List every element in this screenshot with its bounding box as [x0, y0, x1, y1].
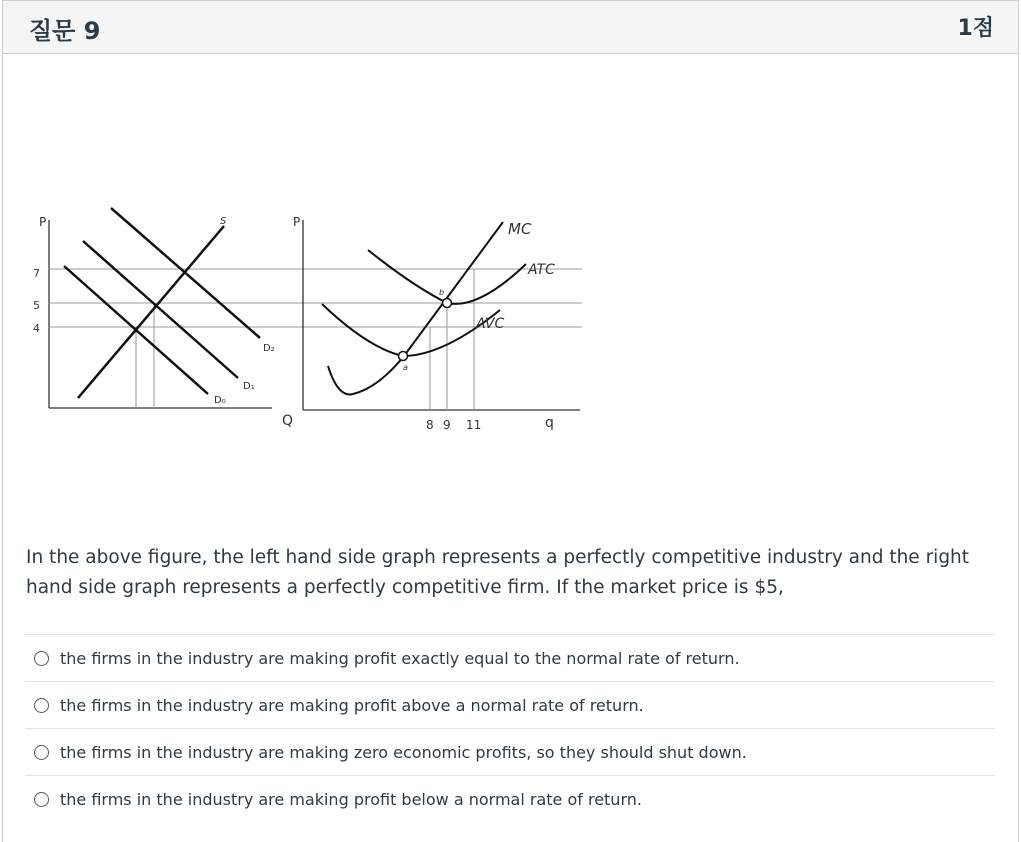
- question-title: 질문 9: [29, 17, 101, 45]
- right-x-axis-label: q: [545, 415, 554, 431]
- figure-svg: [28, 198, 588, 438]
- point-b-label: b: [439, 288, 445, 297]
- price-tick-4: 4: [33, 322, 40, 335]
- question-points: 1점: [957, 16, 994, 41]
- demand-label-d2: D₂: [263, 343, 275, 354]
- supply-label: S: [220, 216, 227, 227]
- answer-list: [25, 634, 995, 822]
- left-x-axis-label: Q: [282, 413, 294, 429]
- answer-label: the firms in the industry are making profit below a normal rate of return.: [60, 789, 642, 809]
- radio-button[interactable]: [34, 792, 49, 807]
- price-tick-7: 7: [33, 267, 40, 280]
- radio-button[interactable]: [34, 698, 49, 713]
- radio-button[interactable]: [34, 745, 49, 760]
- economics-figure: [28, 198, 588, 438]
- quantity-tick-8: 8: [426, 418, 434, 432]
- price-tick-5: 5: [33, 299, 40, 312]
- right-y-axis-label: P: [293, 215, 301, 229]
- answer-option-3[interactable]: [25, 728, 995, 775]
- avc-label: AVC: [476, 316, 505, 332]
- quantity-tick-9: 9: [443, 418, 451, 432]
- radio-button[interactable]: [34, 651, 49, 666]
- atc-label: ATC: [528, 262, 555, 278]
- answer-label: the firms in the industry are making profit above a normal rate of return.: [60, 695, 644, 715]
- supply-curve: [78, 226, 224, 398]
- point-a-label: a: [403, 363, 408, 372]
- demand-curve-d1: [83, 241, 238, 378]
- point-a-marker: [399, 352, 408, 361]
- mc-curve: [328, 222, 503, 394]
- demand-curve-d2: [111, 208, 260, 338]
- answer-option-2[interactable]: [25, 681, 995, 728]
- demand-label-d0: D₀: [214, 395, 226, 406]
- answer-option-1[interactable]: [25, 634, 995, 681]
- mc-label: MC: [508, 220, 532, 238]
- answer-option-4[interactable]: [25, 775, 995, 822]
- point-b-marker: [443, 299, 452, 308]
- left-y-axis-label: P: [39, 215, 47, 229]
- quantity-tick-11: 11: [466, 418, 482, 432]
- question-header: [3, 1, 1018, 54]
- question-text: In the above figure, the left hand side graph represents a perfectly competitive industry and the right hand side graph represents a perfectly competitive firm. If the market price is $5,: [26, 547, 970, 598]
- atc-curve: [368, 250, 526, 304]
- answer-label: the firms in the industry are making profit exactly equal to the normal rate of return.: [60, 648, 740, 668]
- demand-label-d1: D₁: [243, 381, 255, 392]
- answer-label: the firms in the industry are making zero economic profits, so they should shut down.: [60, 742, 747, 762]
